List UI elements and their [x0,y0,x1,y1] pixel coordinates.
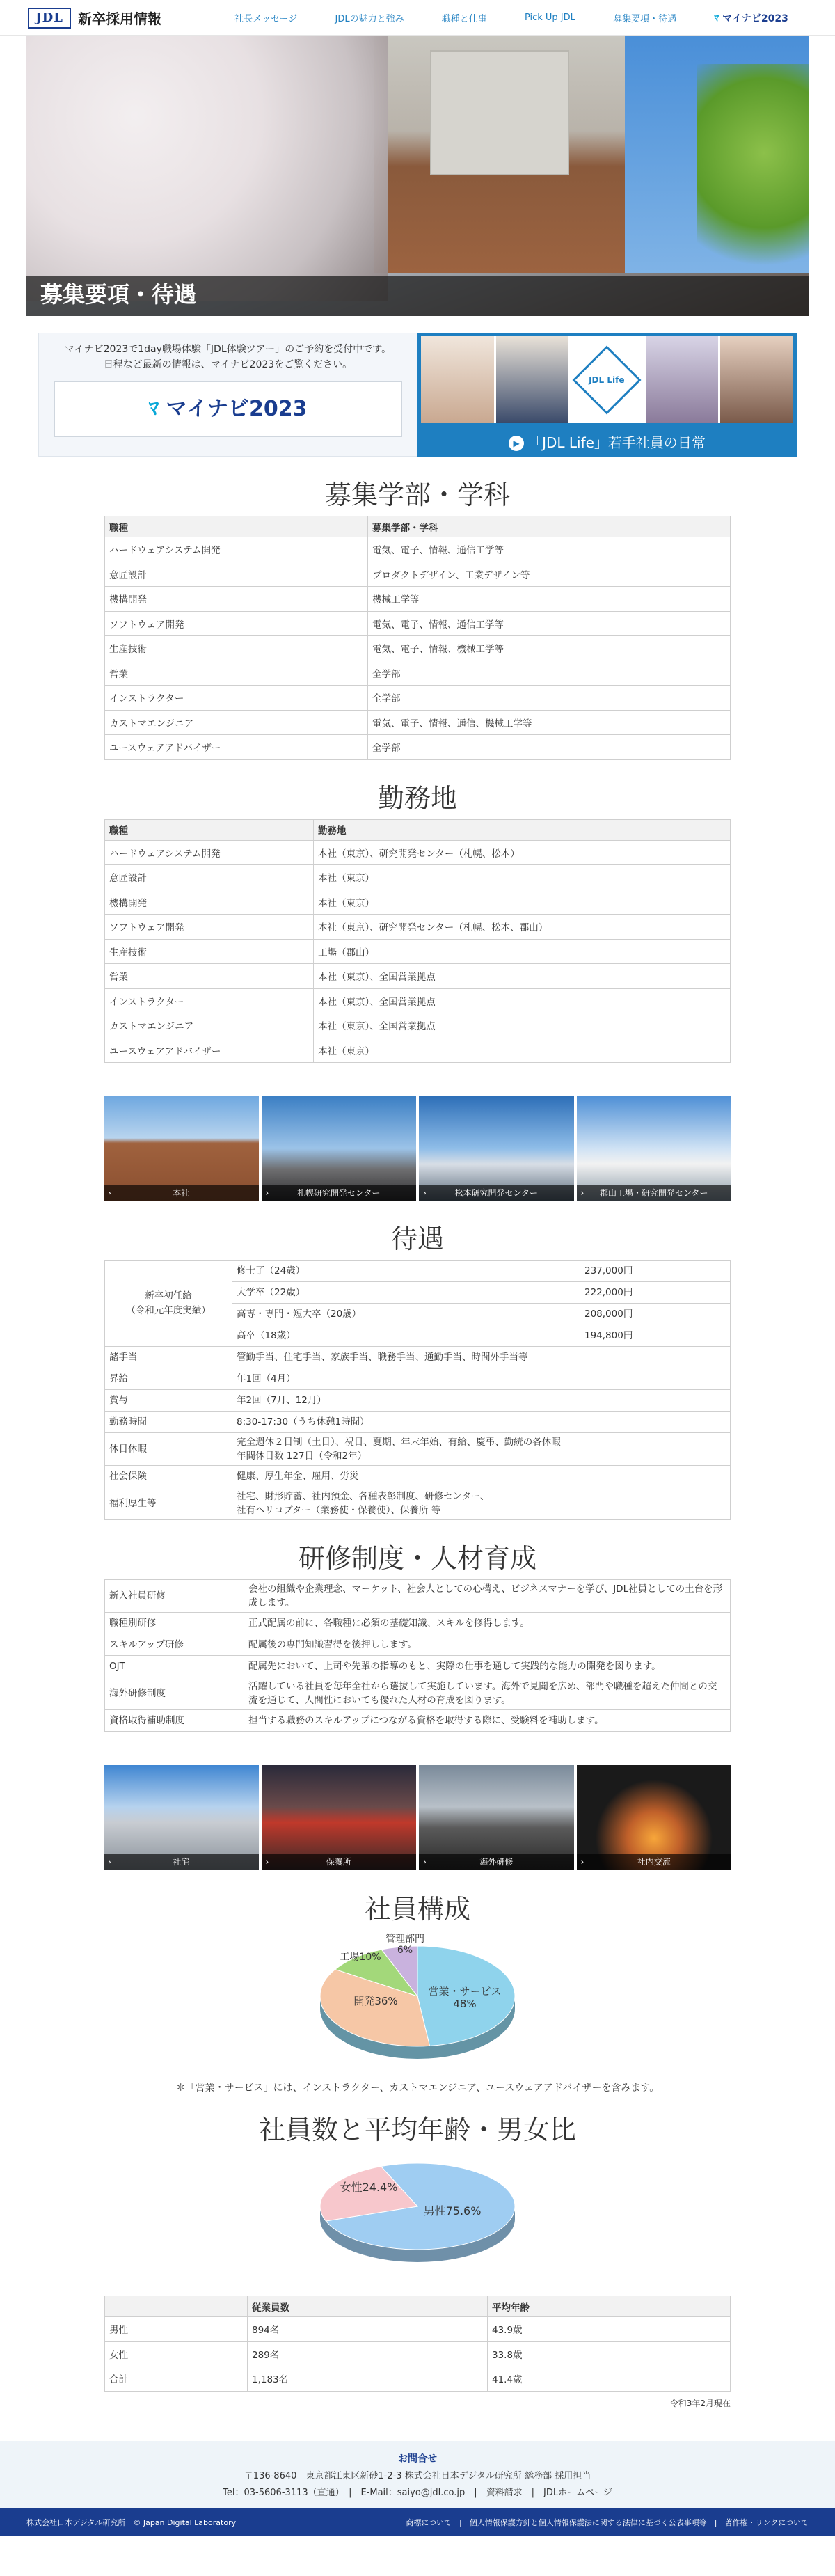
photo-caption: 保養所 [326,1857,351,1867]
table-row [105,915,731,940]
table-row [105,1634,731,1656]
jdl-life-pictures [421,336,793,423]
table-row [105,611,731,636]
pie-label-1: 女性24.4% [340,2181,398,2194]
logo-link[interactable] [28,8,216,29]
table-cell: 職種別研修 [105,1613,244,1634]
table-cell: 完全週休２日制（土日）、祝日、夏期、年末年始、有給、慶弔、勤続の各休暇 年間休日数 127日（令和2年） [232,1433,731,1466]
table-cell: 本社（東京）、全国営業拠点 [314,964,731,989]
table-cell: 機構開発 [105,587,368,612]
table-cell: 194,800円 [580,1325,731,1347]
photo-overseas-training[interactable]: › 海外研修 [419,1765,574,1870]
training-title: 研修制度・人材育成 [298,1543,536,1574]
table-row [105,1347,731,1368]
welfare-photos [104,1765,731,1870]
table-cell: 諸手当 [105,1347,232,1368]
table-row [105,562,731,587]
table-cell: 社会保険 [105,1466,232,1487]
table-cell: 機構開発 [105,890,314,915]
table-cell: 本社（東京）、研究開発センター（札幌、松本、郡山） [314,915,731,940]
site-title: 新卒採用情報 [78,10,161,27]
hero-banner [26,36,809,316]
table-row [105,865,731,890]
table-cell: 1,183名 [248,2366,488,2392]
table-cell: 海外研修制度 [105,1677,244,1710]
table-cell: 289名 [248,2341,488,2366]
photo-caption: 郡山工場・研究開発センター [599,1188,708,1198]
life-photo-group [646,336,719,423]
table-cell: 41.4歳 [488,2366,731,2392]
table-row [105,1580,731,1613]
mynavi-logo-icon: ﾏ [148,396,159,421]
table-cell: ハードウェアシステム開発 [105,840,314,865]
table-cell: 管勤手当、住宅手当、家族手当、職務手当、通勤手当、時間外手当等 [232,1347,731,1368]
table-row [105,939,731,964]
photo-caption: 本社 [173,1188,190,1198]
table-row [105,840,731,865]
pie-label-2: 工場10% [340,1952,381,1963]
mynavi-banner-button[interactable] [54,381,402,437]
photo-caption: 札幌研究開発センター [296,1188,381,1198]
table-cell: 意匠設計 [105,865,314,890]
table-cell: 女性 [105,2341,248,2366]
table-cell: 正式配属の前に、各職種に必須の基礎知識、スキルを修得します。 [244,1613,731,1634]
table-cell: 33.8歳 [488,2341,731,2366]
treatment-table [104,1260,731,1520]
table-cell: 意匠設計 [105,562,368,587]
table-row [105,1433,731,1466]
photo-resort[interactable]: › 保養所 [262,1765,417,1870]
gender-title: 社員数と平均年齢・男女比 [258,2115,576,2145]
jdl-life-label-text: 「JDL Life」若手社員の日常 [528,434,706,451]
table-cell: 237,000円 [580,1261,731,1282]
table-cell: 配属後の専門知識習得を後押しします。 [244,1634,731,1656]
table-row [105,1677,731,1710]
promo-area [38,333,797,457]
table-cell: 電気、電子、情報、通信工学等 [368,537,731,562]
table-cell: 合計 [105,2366,248,2392]
table-row [105,537,731,562]
table-cell: 894名 [248,2317,488,2342]
table-row [105,1487,731,1520]
table-row [105,1613,731,1634]
table-cell: 8:30-17:30（うち休憩1時間） [232,1412,731,1433]
photo-sapporo[interactable]: › 札幌研究開発センター [262,1096,417,1201]
composition-title: 社員構成 [364,1894,470,1925]
table-cell: 健康、厚生年金、雇用、労災 [232,1466,731,1487]
table-header: 勤務地 [314,819,731,840]
life-photo-man [496,336,569,423]
table-cell: 本社（東京） [314,865,731,890]
table-row [105,661,731,686]
locations-title: 勤務地 [377,782,457,814]
table-row [105,2366,731,2392]
table-cell: 本社（東京） [314,890,731,915]
table-row [105,890,731,915]
departments-table [104,516,731,760]
table-cell: 賞与 [105,1390,232,1412]
table-row [105,1710,731,1732]
table-row [105,1013,731,1038]
table-row [105,1466,731,1487]
facility-photos [104,1096,731,1201]
jdl-life-label [421,423,793,452]
life-badge-label: JDL Life [589,374,626,385]
table-cell: 電気、電子、情報、通信、機械工学等 [368,710,731,735]
table-cell: 本社（東京） [314,1038,731,1063]
composition-note: ＊「営業・サービス」には、インストラクター、カストマエンジニア、ユースウェアアドバイザーを含みます。 [175,2083,660,2094]
table-cell: 本社（東京）、全国営業拠点 [314,1013,731,1038]
global-nav [216,11,807,25]
table-row [105,1368,731,1390]
table-row [105,988,731,1013]
table-row [105,636,731,661]
pie-value-3: 6% [397,1945,413,1956]
table-row [105,587,731,612]
table-cell: 配属先において、上司や先輩の指導のもと、実際の仕事を通して実践的な能力の開発を図ります。 [244,1656,731,1677]
photo-caption: 社宅 [173,1857,190,1867]
page-title: 募集要項・待遇 [40,281,197,308]
table-cell: 営業 [105,964,314,989]
table-row [105,735,731,760]
table-row [105,1261,731,1282]
mynavi-promo [38,333,418,457]
hero-tower [430,50,569,175]
table-row [105,686,731,711]
table-cell: 本社（東京）、研究開発センター（札幌、松本） [314,840,731,865]
promo-text-1: マイナビ2023で1day職場体験「JDL体験ツアー」のご予約を受付中です。 [64,344,392,355]
footer-bar [0,2508,835,2536]
table-row [105,1390,731,1412]
nav-jobs[interactable]: 職種と仕事 [441,14,487,24]
nav-strengths[interactable]: JDLの魅力と強み [335,14,404,24]
table-cell: 昇給 [105,1368,232,1390]
table-cell: スキルアップ研修 [105,1634,244,1656]
table-header: 職種 [105,516,368,537]
table-header: 募集学部・学科 [368,516,731,537]
pie-label-3: 管理部門 [385,1934,424,1945]
table-cell: 年1回（4月） [232,1368,731,1390]
table-cell: 高専・専門・短大卒（20歳） [232,1304,580,1325]
table-cell: 営業 [105,661,368,686]
table-cell: 会社の組織や企業理念、マーケット、社会人としての心構え、ビジネスマナーを学び、JDL社員としての土台を形成します。 [244,1580,731,1613]
contact-address: 〒136-8640 東京都江東区新砂1-2-3 株式会社日本デジタル研究所 総務部 採用担当 [244,2471,591,2482]
table-cell: 活躍している社員を毎年全社から選抜して実施しています。海外で見聞を広め、部門や職種を超えた仲間との交流を通じて、人間性においても優れた人材の育成を図ります。 [244,1677,731,1710]
photo-caption: 松本研究開発センター [454,1188,539,1198]
table-cell: 担当する職務のスキルアップにつながる資格を取得する際に、受験料を補助します。 [244,1710,731,1732]
table-cell: 資格取得補助制度 [105,1710,244,1732]
table-header: 平均年齢 [488,2296,731,2317]
departments-title: 募集学部・学科 [324,480,510,510]
table-row [105,964,731,989]
table-cell: 福利厚生等 [105,1487,232,1520]
mynavi-header-label: マイナビ2023 [722,13,788,24]
photo-matsumoto[interactable]: › 松本研究開発センター [419,1096,574,1201]
table-cell: 勤務時間 [105,1412,232,1433]
table-cell: 大学卒（22歳） [232,1282,580,1304]
table-cell: 43.9歳 [488,2317,731,2342]
table-cell: 全学部 [368,661,731,686]
pie-label-0: 営業・サービス [428,1985,502,1998]
table-row [105,1038,731,1063]
table-cell: 本社（東京）、全国営業拠点 [314,988,731,1013]
table-cell: OJT [105,1656,244,1677]
table-header: 従業員数 [248,2296,488,2317]
contact-links[interactable]: Tel：03-5606-3113（直通） | E-Mail：saiyo@jdl.co.jp | 資料請求 | JDLホームページ [223,2488,612,2499]
table-cell: 社宅、財形貯蓄、社内預金、各種表彰制度、研修センター、 社有ヘリコプター（業務使・保養使）、保養所 等 [232,1487,731,1520]
table-cell: 機械工学等 [368,587,731,612]
photo-headquarters[interactable]: › 本社 [104,1096,259,1201]
pie-label-1: 開発36% [353,1995,398,2007]
nav-pickup[interactable]: Pick Up JDL [524,13,575,23]
table-header: 職種 [105,819,314,840]
as-of-date: 令和3年2月現在 [669,2398,731,2408]
photo-social[interactable]: › 社内交流 [577,1765,732,1870]
gender-pie-chart [313,2151,522,2276]
table-cell: 電気、電子、情報、通信工学等 [368,611,731,636]
table-row [105,710,731,735]
mynavi-banner-label: マイナビ2023 [166,396,308,421]
life-photo-people [720,336,793,423]
table-cell: 修士了（24歳） [232,1261,580,1282]
contact-title: お問合せ [398,2453,437,2465]
table-cell: ソフトウェア開発 [105,915,314,940]
table-row [105,1412,731,1433]
table-cell: 全学部 [368,735,731,760]
locations-table [104,819,731,1064]
mynavi-header-link[interactable]: ﾏ マイナビ2023 [714,13,788,24]
table-cell: ユースウェアアドバイザー [105,1038,314,1063]
photo-caption: 海外研修 [479,1857,514,1867]
nav-recruitment[interactable]: 募集要項・待遇 [613,14,677,24]
table-row [105,1656,731,1677]
jdl-life-banner[interactable] [418,333,797,457]
table-cell: 222,000円 [580,1282,731,1304]
table-cell: 高卒（18歳） [232,1325,580,1347]
life-badge [571,336,644,423]
copyright: 株式会社日本デジタル研究所 © Japan Digital Laboratory [26,2518,237,2528]
training-table [104,1579,731,1732]
table-cell: 208,000円 [580,1304,731,1325]
table-cell: ユースウェアアドバイザー [105,735,368,760]
photo-company-housing[interactable]: › 社宅 [104,1765,259,1870]
hero-leaves [697,64,809,287]
table-row [105,2317,731,2342]
table-cell: 新卒初任給 （令和元年度実績） [105,1261,232,1347]
footer-links[interactable]: 商標について | 個人情報保護方針と個人情報保護法に関する法律に基づく公表事項等 | 著作権・リンクについて [406,2518,809,2528]
photo-caption: 社内交流 [637,1857,671,1867]
photo-koriyama[interactable]: › 郡山工場・研究開発センター [577,1096,732,1201]
pie-label-0: 男性75.6% [423,2204,482,2218]
play-icon: ▶ [509,436,524,451]
table-cell: 年2回（7月、12月） [232,1390,731,1412]
promo-text-2: 日程など最新の情報は、マイナビ2023をご覧ください。 [103,359,353,371]
table-cell: 新入社員研修 [105,1580,244,1613]
table-cell: 電気、電子、情報、機械工学等 [368,636,731,661]
jdl-logo: JDL [28,8,71,29]
table-header [105,2296,248,2317]
table-cell: ハードウェアシステム開発 [105,537,368,562]
table-cell: プロダクトデザイン、工業デザイン等 [368,562,731,587]
table-cell: 全学部 [368,686,731,711]
employee-table [104,2296,731,2392]
table-cell: 男性 [105,2317,248,2342]
nav-president-message[interactable]: 社長メッセージ [234,14,298,24]
hero-cherry-blossom [26,36,388,301]
table-cell: インストラクター [105,988,314,1013]
site-header [0,0,835,36]
table-cell: 休日休暇 [105,1433,232,1466]
table-cell: 生産技術 [105,636,368,661]
treatment-title: 待遇 [390,1224,444,1254]
pie-value-0: 48% [453,1998,477,2010]
table-cell: カストマエンジニア [105,1013,314,1038]
table-row [105,2341,731,2366]
table-cell: 生産技術 [105,939,314,964]
table-cell: ソフトウェア開発 [105,611,368,636]
table-cell: 工場（郡山） [314,939,731,964]
table-cell: インストラクター [105,686,368,711]
life-photo-woman [421,336,494,423]
composition-pie-chart [313,1930,522,2069]
contact-section [0,2441,835,2509]
table-cell: カストマエンジニア [105,710,368,735]
